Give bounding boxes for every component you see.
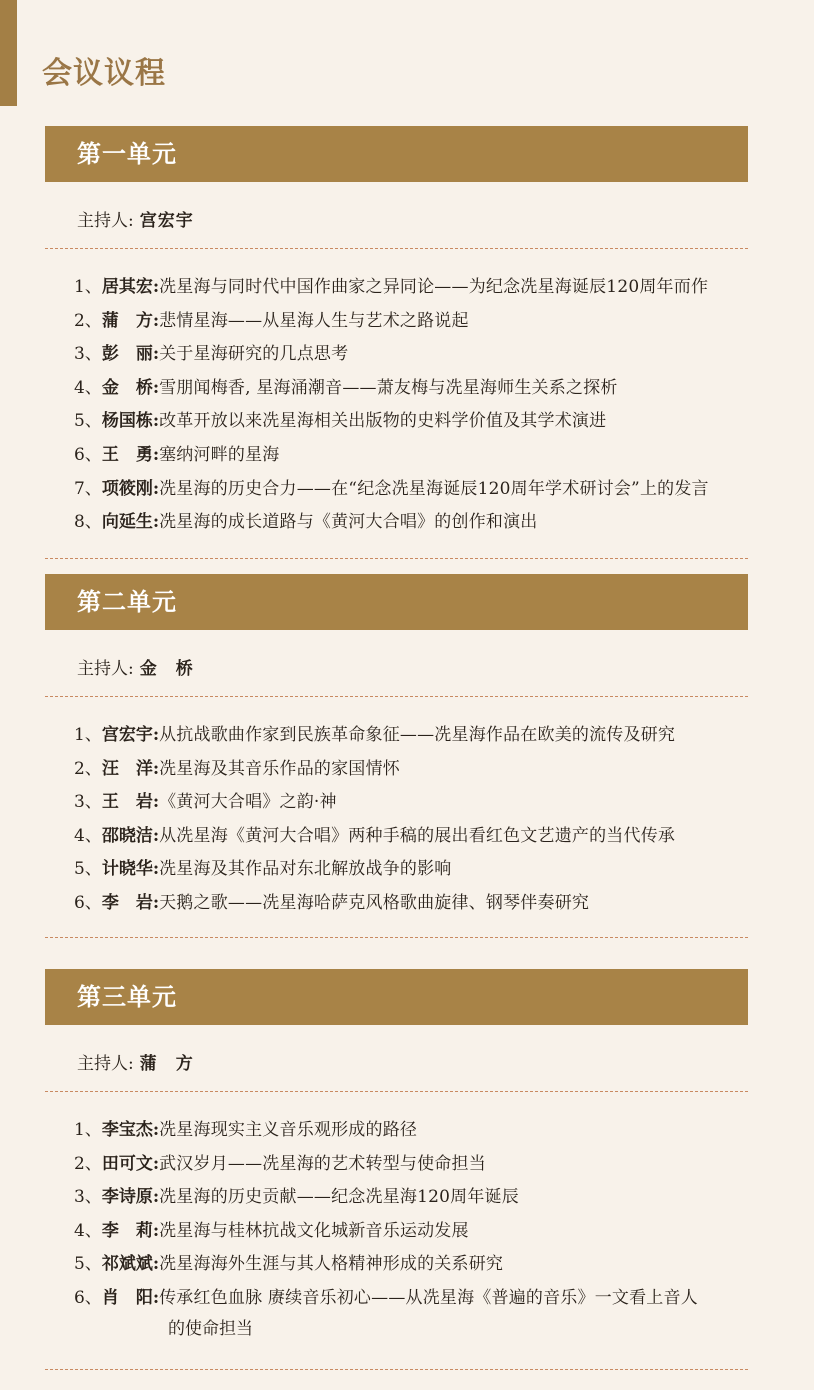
unit-title: 第一单元	[77, 139, 177, 168]
talk-title: 从抗战歌曲作家到民族革命象征——冼星海作品在欧美的流传及研究	[159, 725, 676, 745]
host-label: 主持人:	[77, 659, 134, 679]
speaker-name: 祁斌斌:	[101, 1254, 160, 1275]
item-number: 8、	[74, 512, 102, 533]
agenda-item	[74, 439, 764, 473]
speaker-name: 王 勇:	[101, 444, 160, 465]
unit-title: 第二单元	[77, 587, 177, 616]
speaker-name: 宫宏宇:	[101, 725, 160, 745]
item-number: 6、	[74, 1287, 102, 1308]
item-number: 6、	[74, 444, 102, 465]
item-number: 4、	[74, 1220, 102, 1241]
agenda-item	[74, 786, 764, 820]
agenda-item	[74, 305, 764, 339]
host-name: 宫宏宇	[139, 211, 194, 231]
item-number: 1、	[74, 277, 102, 297]
talk-title: 天鹅之歌——冼星海哈萨克风格歌曲旋律、钢琴伴奏研究	[159, 892, 590, 913]
host-line	[77, 208, 194, 234]
speaker-name: 李宝杰:	[101, 1120, 160, 1140]
item-number: 5、	[74, 859, 102, 880]
speaker-name: 蒲 方:	[101, 310, 160, 331]
speaker-name: 杨国栋:	[101, 411, 160, 432]
host-line	[77, 1051, 194, 1077]
speaker-name: 李 岩:	[101, 892, 160, 913]
speaker-name: 王 岩:	[101, 792, 160, 813]
host-label: 主持人:	[77, 211, 134, 231]
dashed-divider	[45, 696, 748, 697]
agenda-item	[74, 506, 764, 540]
item-number: 3、	[74, 1187, 102, 1208]
item-number: 6、	[74, 892, 102, 913]
speaker-name: 李 莉:	[101, 1220, 160, 1241]
agenda-item	[74, 1114, 764, 1148]
item-number: 1、	[74, 725, 102, 745]
agenda-item	[74, 1181, 764, 1215]
speaker-name: 田可文:	[101, 1153, 160, 1174]
speaker-name: 邵晓洁:	[101, 825, 160, 846]
talk-title-continuation: 的使命担当	[168, 1318, 253, 1339]
talk-title: 改革开放以来冼星海相关出版物的史料学价值及其学术演进	[159, 411, 607, 432]
unit-header	[45, 574, 748, 630]
speaker-name: 金 桥:	[101, 377, 160, 398]
talk-title: 冼星海的历史贡献——纪念冼星海120周年诞辰	[159, 1187, 519, 1208]
agenda-item	[74, 338, 764, 372]
talk-title: 塞纳河畔的星海	[159, 444, 280, 465]
talk-title: 传承红色血脉 赓续音乐初心——从冼星海《普遍的音乐》一文看上音人	[159, 1287, 698, 1308]
agenda-item	[74, 1148, 764, 1182]
agenda-item	[74, 719, 764, 753]
agenda-item	[74, 271, 764, 305]
agenda-item	[74, 853, 764, 887]
unit-header	[45, 969, 748, 1025]
agenda-item	[74, 753, 764, 787]
agenda-list	[74, 271, 764, 540]
talk-title: 冼星海与同时代中国作曲家之异同论——为纪念冼星海诞辰120周年而作	[159, 277, 709, 297]
speaker-name: 彭 丽:	[101, 344, 160, 365]
talk-title: 冼星海的成长道路与《黄河大合唱》的创作和演出	[159, 512, 538, 533]
talk-title: 冼星海现实主义音乐观形成的路径	[159, 1120, 418, 1140]
item-number: 2、	[74, 1153, 102, 1174]
unit-header	[45, 126, 748, 182]
dashed-divider	[45, 937, 748, 938]
item-number: 5、	[74, 411, 102, 432]
host-line	[77, 656, 194, 682]
unit-title: 第三单元	[77, 982, 177, 1011]
item-number: 7、	[74, 478, 102, 499]
agenda-item	[74, 1215, 764, 1249]
talk-title: 冼星海及其作品对东北解放战争的影响	[159, 859, 452, 880]
host-name: 金 桥	[139, 659, 194, 679]
agenda-item	[74, 372, 764, 406]
talk-title: 从冼星海《黄河大合唱》两种手稿的展出看红色文艺遗产的当代传承	[159, 825, 676, 846]
talk-title: 冼星海海外生涯与其人格精神形成的关系研究	[159, 1254, 504, 1275]
dashed-divider	[45, 558, 748, 559]
talk-title: 《黄河大合唱》之韵·神	[159, 792, 337, 813]
side-accent-bar	[0, 0, 17, 106]
speaker-name: 汪 洋:	[101, 758, 160, 779]
talk-title: 冼星海与桂林抗战文化城新音乐运动发展	[159, 1220, 469, 1241]
speaker-name: 项筱刚:	[101, 478, 160, 499]
item-number: 4、	[74, 825, 102, 846]
dashed-divider	[45, 1369, 748, 1370]
agenda-list	[74, 1114, 764, 1349]
item-number: 5、	[74, 1254, 102, 1275]
agenda-item	[74, 1248, 764, 1282]
item-number: 3、	[74, 344, 102, 365]
agenda-item	[74, 1282, 764, 1349]
agenda-list	[74, 719, 764, 921]
agenda-item	[74, 473, 764, 507]
dashed-divider	[45, 1091, 748, 1092]
dashed-divider	[45, 248, 748, 249]
talk-title: 冼星海及其音乐作品的家国情怀	[159, 758, 400, 779]
speaker-name: 计晓华:	[101, 859, 160, 880]
host-name: 蒲 方	[139, 1054, 194, 1074]
talk-title: 冼星海的历史合力——在“纪念冼星海诞辰120周年学术研讨会”上的发言	[159, 478, 709, 499]
item-number: 2、	[74, 758, 102, 779]
talk-title: 雪朋闻梅香, 星海涌潮音——萧友梅与冼星海师生关系之探析	[159, 377, 618, 398]
agenda-item	[74, 887, 764, 921]
agenda-item	[74, 820, 764, 854]
item-number: 3、	[74, 792, 102, 813]
item-number: 1、	[74, 1120, 102, 1140]
host-label: 主持人:	[77, 1054, 134, 1074]
speaker-name: 肖 阳:	[101, 1287, 160, 1308]
speaker-name: 居其宏:	[101, 277, 160, 297]
speaker-name: 向延生:	[101, 512, 160, 533]
page-title: 会议议程	[42, 56, 166, 91]
agenda-item	[74, 405, 764, 439]
talk-title: 悲情星海——从星海人生与艺术之路说起	[159, 310, 469, 331]
talk-title: 关于星海研究的几点思考	[159, 344, 349, 365]
item-number: 2、	[74, 310, 102, 331]
speaker-name: 李诗原:	[101, 1187, 160, 1208]
item-number: 4、	[74, 377, 102, 398]
talk-title: 武汉岁月——冼星海的艺术转型与使命担当	[159, 1153, 486, 1174]
